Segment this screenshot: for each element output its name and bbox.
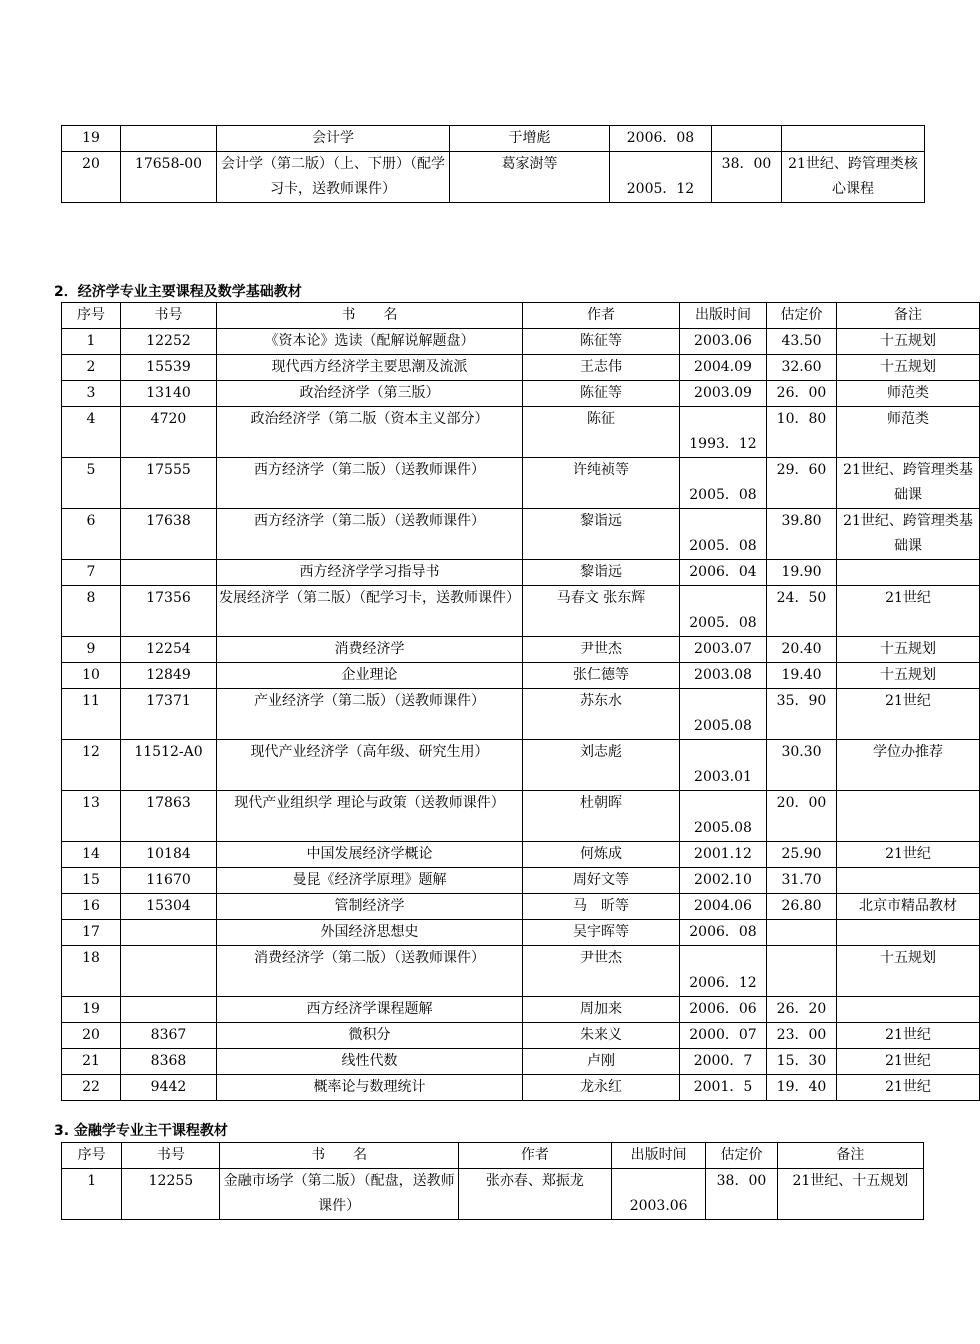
table-cell: 17371 [121,689,217,740]
table-cell: 17356 [121,586,217,637]
table-cell: 十五规划 [837,637,980,663]
table-cell: 企业理论 [217,663,523,689]
table-cell: 师范类 [837,407,980,458]
table-cell: 2000．7 [680,1049,767,1075]
table-cell: 马 昕等 [523,894,680,920]
table-row [62,894,980,920]
table-cell: 微积分 [217,1023,523,1049]
table-cell: 会计学 [217,126,450,152]
section2-title: 2．经济学专业主要课程及数学基础教材 [54,284,302,300]
table-cell: 2005．08 [680,509,767,560]
table-cell: 21世纪、跨管理类基础课 [837,458,980,509]
table-cell: 11512-A0 [121,740,217,791]
column-header: 书号 [122,1143,220,1169]
section1-table [61,125,925,203]
table-cell: 2003.01 [680,740,767,791]
table-row [62,152,925,203]
table-cell: 尹世杰 [523,946,680,997]
table-cell: 20 [62,152,121,203]
table-cell: 许纯祯等 [523,458,680,509]
table-cell: 13140 [121,381,217,407]
table-cell: 21世纪 [837,1075,980,1101]
table-row [62,740,980,791]
table-cell: 38．00 [706,1169,778,1220]
table-cell: 2005．08 [680,458,767,509]
table-cell: 26.80 [767,894,837,920]
column-header: 书 名 [217,303,523,329]
table-cell: 17658-00 [121,152,217,203]
table-cell: 现代产业组织学 理论与政策（送教师课件） [217,791,523,842]
table-cell: 陈征等 [523,329,680,355]
table-cell: 2003.07 [680,637,767,663]
table-cell: 2002.10 [680,868,767,894]
table-cell: 11 [62,689,121,740]
table-row [62,407,980,458]
table-cell: 于增彪 [450,126,610,152]
table-cell: 21世纪、跨管理类核心课程 [782,152,925,203]
table-cell: 1 [62,1169,122,1220]
table-cell: 金融市场学（第二版）（配盘，送教师课件） [220,1169,458,1220]
table-row [62,842,980,868]
table-cell [712,126,782,152]
table-cell: 21世纪 [837,586,980,637]
table-row [62,509,980,560]
table-cell: 王志伟 [523,355,680,381]
column-header: 出版时间 [612,1143,706,1169]
table-cell: 15304 [121,894,217,920]
table-cell: 8 [62,586,121,637]
table-cell: 12255 [122,1169,220,1220]
table-cell: 周加来 [523,997,680,1023]
table-cell: 杜朝晖 [523,791,680,842]
table-cell [782,126,925,152]
table-cell: 尹世杰 [523,637,680,663]
table-row [62,1023,980,1049]
table-cell: 30.30 [767,740,837,791]
table-cell: 14 [62,842,121,868]
table-cell: 2005.08 [680,791,767,842]
column-header: 估定价 [706,1143,778,1169]
table-row [62,329,980,355]
table-cell: 十五规划 [837,355,980,381]
table-row [62,997,980,1023]
table-cell: 16 [62,894,121,920]
table-cell: 陈征等 [523,381,680,407]
table-cell: 西方经济学课程题解 [217,997,523,1023]
table-cell: 18 [62,946,121,997]
table-cell: 北京市精品教材 [837,894,980,920]
table-cell: 3 [62,381,121,407]
table-cell: 2003.09 [680,381,767,407]
table-cell: 25.90 [767,842,837,868]
table-cell: 15539 [121,355,217,381]
table-cell: 《资本论》选读（配解说解题盘） [217,329,523,355]
table-row [62,355,980,381]
table-cell: 曼昆《经济学原理》题解 [217,868,523,894]
table-cell: 21世纪 [837,842,980,868]
table-cell: 17 [62,920,121,946]
table-cell: 17555 [121,458,217,509]
table-cell: 2004.09 [680,355,767,381]
table-header-row [62,1143,924,1169]
table-row [62,637,980,663]
table-cell: 22 [62,1075,121,1101]
table-cell: 2006．08 [680,920,767,946]
table-cell: 21世纪 [837,1023,980,1049]
table-cell: 2003.06 [680,329,767,355]
table-cell: 中国发展经济学概论 [217,842,523,868]
table-cell: 9 [62,637,121,663]
table-row [62,868,980,894]
table-cell: 1 [62,329,121,355]
table-cell: 21世纪 [837,1049,980,1075]
table-cell: 26．00 [767,381,837,407]
table-row [62,689,980,740]
table-cell: 21 [62,1049,121,1075]
table-cell [837,997,980,1023]
column-header: 作者 [523,303,680,329]
table-cell [837,920,980,946]
table-row [62,560,980,586]
column-header: 书号 [121,303,217,329]
table-cell: 21世纪、十五规划 [777,1169,923,1220]
column-header: 备注 [837,303,980,329]
table-cell: 黎诣远 [523,560,680,586]
table-header-row [62,303,980,329]
table-cell: 2000．07 [680,1023,767,1049]
table-cell [767,920,837,946]
table-cell: 4720 [121,407,217,458]
table-cell: 20 [62,1023,121,1049]
table-cell: 苏东水 [523,689,680,740]
column-header: 序号 [62,303,121,329]
table-cell: 19 [62,997,121,1023]
table-cell: 10184 [121,842,217,868]
table-cell: 5 [62,458,121,509]
table-cell: 2001．5 [680,1075,767,1101]
table-cell: 17863 [121,791,217,842]
table-row [62,586,980,637]
table-cell: 刘志彪 [523,740,680,791]
table-cell: 19.40 [767,663,837,689]
table-cell: 12849 [121,663,217,689]
table-cell [837,560,980,586]
table-cell: 8368 [121,1049,217,1075]
table-row [62,791,980,842]
table-cell: 23．00 [767,1023,837,1049]
table-cell [121,920,217,946]
table-cell: 9442 [121,1075,217,1101]
table-cell: 2006．06 [680,997,767,1023]
table-cell: 龙永红 [523,1075,680,1101]
table-cell: 39.80 [767,509,837,560]
table-cell: 12 [62,740,121,791]
table-row [62,1075,980,1101]
section3-table [61,1142,924,1220]
table-cell: 产业经济学（第二版）（送教师课件） [217,689,523,740]
table-cell [121,946,217,997]
table-cell: 19．40 [767,1075,837,1101]
table-cell: 现代产业经济学（高年级、研究生用） [217,740,523,791]
table-cell: 十五规划 [837,329,980,355]
table-cell: 会计学（第二版）（上、下册）（配学习卡，送教师课件） [217,152,450,203]
table-cell: 2006．12 [680,946,767,997]
table-cell: 2 [62,355,121,381]
table-cell: 西方经济学学习指导书 [217,560,523,586]
column-header: 作者 [458,1143,611,1169]
table-cell: 2005．12 [610,152,712,203]
table-cell: 十五规划 [837,663,980,689]
table-cell: 黎诣远 [523,509,680,560]
table-cell: 何炼成 [523,842,680,868]
table-cell: 2006．04 [680,560,767,586]
table-cell: 21世纪 [837,689,980,740]
table-cell: 张仁德等 [523,663,680,689]
table-cell: 29．60 [767,458,837,509]
table-cell: 2003.08 [680,663,767,689]
table-cell: 2006．08 [610,126,712,152]
table-cell [121,997,217,1023]
table-cell [837,791,980,842]
table-cell: 陈征 [523,407,680,458]
table-cell: 西方经济学（第二版）（送教师课件） [217,458,523,509]
table-cell: 20.40 [767,637,837,663]
table-cell: 26．20 [767,997,837,1023]
table-cell: 35．90 [767,689,837,740]
table-cell: 6 [62,509,121,560]
table-cell: 线性代数 [217,1049,523,1075]
table-cell: 西方经济学（第二版）（送教师课件） [217,509,523,560]
table-cell: 13 [62,791,121,842]
table-cell: 2005．08 [680,586,767,637]
table-cell: 15 [62,868,121,894]
table-cell: 31.70 [767,868,837,894]
table-cell: 管制经济学 [217,894,523,920]
table-row [62,126,925,152]
table-cell: 38．00 [712,152,782,203]
table-cell: 2005.08 [680,689,767,740]
table-cell: 19 [62,126,121,152]
table-cell: 19.90 [767,560,837,586]
table-cell: 32.60 [767,355,837,381]
column-header: 估定价 [767,303,837,329]
table-cell: 概率论与数理统计 [217,1075,523,1101]
table-cell: 发展经济学（第二版）（配学习卡，送教师课件） [217,586,523,637]
column-header: 备注 [777,1143,923,1169]
table-cell: 周好文等 [523,868,680,894]
table-row [62,458,980,509]
column-header: 出版时间 [680,303,767,329]
column-header: 序号 [62,1143,122,1169]
table-cell [837,868,980,894]
table-cell [121,560,217,586]
table-cell [121,126,217,152]
table-cell: 12254 [121,637,217,663]
table-cell: 8367 [121,1023,217,1049]
table-row [62,1169,924,1220]
table-cell: 政治经济学（第三版） [217,381,523,407]
table-cell: 2004.06 [680,894,767,920]
table-cell: 20．00 [767,791,837,842]
table-row [62,920,980,946]
table-cell: 43.50 [767,329,837,355]
table-row [62,381,980,407]
table-cell: 11670 [121,868,217,894]
table-cell: 24．50 [767,586,837,637]
table-cell: 朱来义 [523,1023,680,1049]
table-cell: 15．30 [767,1049,837,1075]
table-cell: 卢刚 [523,1049,680,1075]
table-cell: 10．80 [767,407,837,458]
table-cell: 政治经济学（第二版（资本主义部分） [217,407,523,458]
table-cell: 21世纪、跨管理类基础课 [837,509,980,560]
section3-title: 3. 金融学专业主干课程教材 [54,1123,228,1139]
table-cell: 2003.06 [612,1169,706,1220]
column-header: 书 名 [220,1143,458,1169]
table-cell: 7 [62,560,121,586]
table-cell: 12252 [121,329,217,355]
table-cell: 17638 [121,509,217,560]
table-cell: 10 [62,663,121,689]
table-cell: 葛家澍等 [450,152,610,203]
table-cell: 学位办推荐 [837,740,980,791]
table-cell: 消费经济学（第二版）（送教师课件） [217,946,523,997]
table-cell: 吴宇晖等 [523,920,680,946]
table-cell: 张亦春、郑振龙 [458,1169,611,1220]
table-row [62,663,980,689]
table-cell: 师范类 [837,381,980,407]
table-cell: 2001.12 [680,842,767,868]
table-row [62,946,980,997]
table-cell [767,946,837,997]
table-row [62,1049,980,1075]
table-cell: 外国经济思想史 [217,920,523,946]
table-cell: 现代西方经济学主要思潮及流派 [217,355,523,381]
table-cell: 马春文 张东辉 [523,586,680,637]
section2-table [61,302,980,1101]
table-cell: 消费经济学 [217,637,523,663]
table-cell: 1993．12 [680,407,767,458]
table-cell: 4 [62,407,121,458]
table-cell: 十五规划 [837,946,980,997]
